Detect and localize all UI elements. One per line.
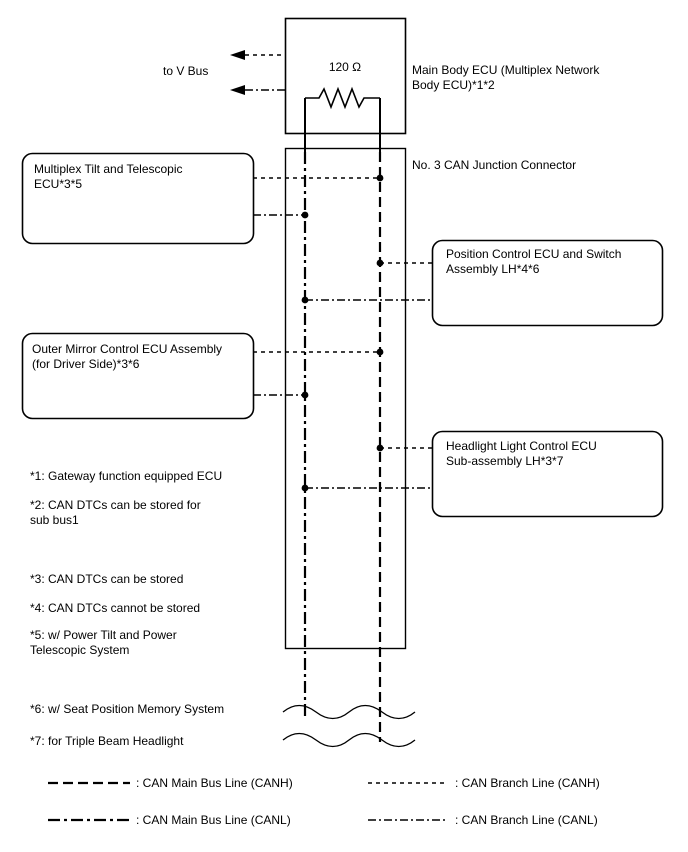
position-control-ecu-label: Position Control ECU and Switch Assembly LH*4*6 <box>446 247 622 276</box>
footnote-5: *5: w/ Power Tilt and Power Telescopic System <box>30 628 177 657</box>
outer-mirror-control-ecu-label: Outer Mirror Control ECU Assembly (for Driver Side)*3*6 <box>32 342 223 371</box>
resistor-value-label: 120 Ω <box>328 60 362 74</box>
v-bus-label: to V Bus <box>163 64 209 78</box>
main-body-ecu-box <box>286 19 406 134</box>
headlight-light-control-ecu-label: Headlight Light Control ECU Sub-assembly LH*3*7 <box>446 439 597 468</box>
footnote-2: *2: CAN DTCs can be stored for sub bus1 <box>30 498 201 527</box>
legend-label-main-bus-canl: : CAN Main Bus Line (CANL) <box>136 813 291 827</box>
footnote-7: *7: for Triple Beam Headlight <box>30 734 184 748</box>
wavy-break-line-2 <box>283 734 415 747</box>
footnote-4: *4: CAN DTCs cannot be stored <box>30 601 201 615</box>
footnote-1: *1: Gateway function equipped ECU <box>30 469 223 483</box>
junction-connector-label: No. 3 CAN Junction Connector <box>412 158 577 172</box>
junction-dot <box>302 297 309 304</box>
junction-dot <box>377 445 384 452</box>
junction-dot <box>302 485 309 492</box>
junction-dot <box>377 175 384 182</box>
junction-dot <box>302 212 309 219</box>
main-body-ecu-label: Main Body ECU (Multiplex Network Body ECU)*1*2 <box>412 63 600 92</box>
junction-connector-box <box>286 149 406 649</box>
multiplex-tilt-telescopic-ecu-label: Multiplex Tilt and Telescopic ECU*3*5 <box>34 162 183 191</box>
v-bus-arrowhead-bottom-icon <box>230 85 245 95</box>
footnote-6: *6: w/ Seat Position Memory System <box>30 702 225 716</box>
v-bus-arrowhead-top-icon <box>230 50 245 60</box>
footnote-3: *3: CAN DTCs can be stored <box>30 572 184 586</box>
legend-label-branch-canl: : CAN Branch Line (CANL) <box>455 813 598 827</box>
legend-label-branch-canh: : CAN Branch Line (CANH) <box>455 776 600 790</box>
legend-label-main-bus-canh: : CAN Main Bus Line (CANH) <box>136 776 293 790</box>
junction-dot <box>377 260 384 267</box>
wavy-break-line-1 <box>283 706 415 719</box>
junction-dot <box>302 392 309 399</box>
junction-dot <box>377 349 384 356</box>
